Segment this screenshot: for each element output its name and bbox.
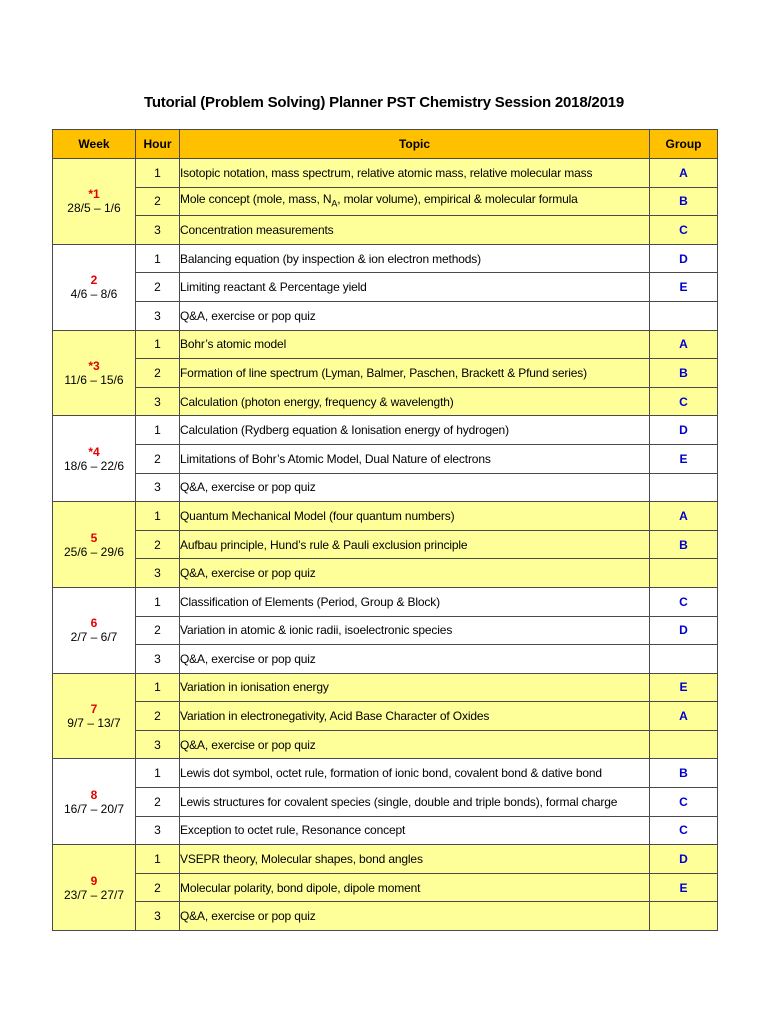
topic-cell: Lewis dot symbol, octet rule, formation of ionic bond, covalent bond & dative bond — [180, 759, 650, 788]
planner-table — [52, 129, 718, 931]
topic-cell: Calculation (photon energy, frequency & wavelength) — [180, 387, 650, 416]
topic-cell: Aufbau principle, Hund’s rule & Pauli exclusion principle — [180, 530, 650, 559]
hour-cell: 3 — [136, 301, 180, 330]
topic-cell: Bohr’s atomic model — [180, 330, 650, 359]
topic-text: , molar volume), empirical & molecular formula — [337, 192, 578, 207]
table-row — [53, 616, 718, 645]
group-cell: B — [650, 759, 718, 788]
hour-cell: 2 — [136, 187, 180, 216]
header-week: Week — [53, 130, 136, 159]
table-row — [53, 416, 718, 445]
group-cell: C — [650, 788, 718, 817]
topic-cell: VSEPR theory, Molecular shapes, bond angles — [180, 845, 650, 874]
hour-cell: 1 — [136, 416, 180, 445]
group-cell — [650, 902, 718, 931]
group-cell — [650, 559, 718, 588]
header-group: Group — [650, 130, 718, 159]
week-dates: 11/6 – 15/6 — [64, 372, 124, 387]
hour-cell: 3 — [136, 902, 180, 931]
topic-cell: Q&A, exercise or pop quiz — [180, 645, 650, 674]
topic-cell: Exception to octet rule, Resonance concept — [180, 816, 650, 845]
topic-cell: Balancing equation (by inspection & ion electron methods) — [180, 244, 650, 273]
table-row — [53, 730, 718, 759]
hour-cell: 2 — [136, 273, 180, 302]
week-number: *1 — [88, 187, 100, 202]
group-cell — [650, 730, 718, 759]
week-cell — [53, 244, 136, 330]
table-row — [53, 788, 718, 817]
table-body — [53, 159, 718, 931]
topic-cell: Classification of Elements (Period, Group & Block) — [180, 587, 650, 616]
topic-cell — [180, 187, 650, 216]
week-number: 2 — [90, 273, 98, 288]
hour-cell: 3 — [136, 216, 180, 245]
week-number: 6 — [90, 616, 98, 631]
week-dates: 4/6 – 8/6 — [70, 287, 118, 302]
group-cell: B — [650, 187, 718, 216]
topic-cell: Limitations of Bohr’s Atomic Model, Dual Nature of electrons — [180, 444, 650, 473]
group-cell — [650, 645, 718, 674]
topic-cell: Variation in electronegativity, Acid Base Character of Oxides — [180, 702, 650, 731]
page-title: Tutorial (Problem Solving) Planner PST Chemistry Session 2018/2019 — [143, 94, 624, 111]
table-row — [53, 645, 718, 674]
week-cell — [53, 673, 136, 759]
group-cell: C — [650, 216, 718, 245]
group-cell: E — [650, 873, 718, 902]
topic-cell: Molecular polarity, bond dipole, dipole moment — [180, 873, 650, 902]
hour-cell: 3 — [136, 473, 180, 502]
table-row — [53, 759, 718, 788]
hour-cell: 3 — [136, 645, 180, 674]
group-cell: E — [650, 673, 718, 702]
group-cell: D — [650, 416, 718, 445]
group-cell: B — [650, 359, 718, 388]
table-row — [53, 359, 718, 388]
week-cell — [53, 502, 136, 588]
week-cell — [53, 759, 136, 845]
hour-cell: 1 — [136, 330, 180, 359]
table-row — [53, 473, 718, 502]
week-dates: 9/7 – 13/7 — [67, 716, 121, 731]
hour-cell: 1 — [136, 845, 180, 874]
header-hour: Hour — [136, 130, 180, 159]
table-row — [53, 530, 718, 559]
week-dates: 2/7 – 6/7 — [70, 630, 118, 645]
topic-cell: Lewis structures for covalent species (single, double and triple bonds), formal charge — [180, 788, 650, 817]
table-header — [53, 130, 718, 159]
table-row — [53, 702, 718, 731]
hour-cell: 1 — [136, 673, 180, 702]
week-dates: 18/6 – 22/6 — [63, 458, 125, 473]
week-cell — [53, 159, 136, 245]
topic-subscript: A — [331, 198, 338, 209]
topic-cell: Variation in ionisation energy — [180, 673, 650, 702]
hour-cell: 2 — [136, 530, 180, 559]
topic-cell: Q&A, exercise or pop quiz — [180, 473, 650, 502]
group-cell: D — [650, 244, 718, 273]
group-cell: D — [650, 616, 718, 645]
topic-cell: Q&A, exercise or pop quiz — [180, 301, 650, 330]
table-row — [53, 444, 718, 473]
week-dates: 28/5 – 1/6 — [67, 201, 121, 216]
topic-cell: Quantum Mechanical Model (four quantum numbers) — [180, 502, 650, 531]
week-number: 8 — [90, 787, 98, 802]
table-row — [53, 244, 718, 273]
group-cell: E — [650, 273, 718, 302]
group-cell: A — [650, 330, 718, 359]
hour-cell: 1 — [136, 244, 180, 273]
week-dates: 16/7 – 20/7 — [63, 801, 125, 816]
hour-cell: 2 — [136, 873, 180, 902]
header-topic: Topic — [180, 130, 650, 159]
topic-cell: Q&A, exercise or pop quiz — [180, 730, 650, 759]
table-row — [53, 816, 718, 845]
hour-cell: 2 — [136, 702, 180, 731]
group-cell: A — [650, 502, 718, 531]
table-row — [53, 502, 718, 531]
topic-cell: Variation in atomic & ionic radii, isoelectronic species — [180, 616, 650, 645]
week-cell — [53, 587, 136, 673]
group-cell: C — [650, 816, 718, 845]
table-row — [53, 273, 718, 302]
topic-cell: Q&A, exercise or pop quiz — [180, 902, 650, 931]
hour-cell: 1 — [136, 587, 180, 616]
topic-cell: Concentration measurements — [180, 216, 650, 245]
group-cell: C — [650, 587, 718, 616]
week-number: 7 — [90, 702, 98, 717]
table-row — [53, 845, 718, 874]
hour-cell: 3 — [136, 387, 180, 416]
week-number: 9 — [90, 873, 98, 888]
hour-cell: 2 — [136, 359, 180, 388]
week-dates: 23/7 – 27/7 — [63, 887, 125, 902]
table-row — [53, 902, 718, 931]
week-cell — [53, 330, 136, 416]
topic-cell: Q&A, exercise or pop quiz — [180, 559, 650, 588]
week-number: 5 — [90, 530, 98, 545]
week-cell — [53, 845, 136, 931]
table-row — [53, 559, 718, 588]
week-number: *3 — [88, 358, 100, 373]
table-row — [53, 301, 718, 330]
group-cell — [650, 301, 718, 330]
table-row — [53, 159, 718, 188]
table-row — [53, 187, 718, 216]
hour-cell: 1 — [136, 159, 180, 188]
group-cell: C — [650, 387, 718, 416]
hour-cell: 3 — [136, 730, 180, 759]
table-row — [53, 873, 718, 902]
group-cell — [650, 473, 718, 502]
topic-text: Mole concept (mole, mass, N — [180, 192, 332, 207]
hour-cell: 3 — [136, 816, 180, 845]
topic-cell: Isotopic notation, mass spectrum, relative atomic mass, relative molecular mass — [180, 159, 650, 188]
hour-cell: 2 — [136, 444, 180, 473]
table-row — [53, 587, 718, 616]
topic-cell: Formation of line spectrum (Lyman, Balmer, Paschen, Brackett & Pfund series) — [180, 359, 650, 388]
table-row — [53, 330, 718, 359]
topic-cell: Limiting reactant & Percentage yield — [180, 273, 650, 302]
hour-cell: 1 — [136, 759, 180, 788]
hour-cell: 2 — [136, 788, 180, 817]
week-dates: 25/6 – 29/6 — [63, 544, 125, 559]
topic-cell: Calculation (Rydberg equation & Ionisation energy of hydrogen) — [180, 416, 650, 445]
group-cell: A — [650, 702, 718, 731]
group-cell: A — [650, 159, 718, 188]
group-cell: D — [650, 845, 718, 874]
group-cell: E — [650, 444, 718, 473]
week-number: *4 — [88, 444, 100, 459]
hour-cell: 1 — [136, 502, 180, 531]
table-row — [53, 216, 718, 245]
table-row — [53, 673, 718, 702]
hour-cell: 3 — [136, 559, 180, 588]
hour-cell: 2 — [136, 616, 180, 645]
group-cell: B — [650, 530, 718, 559]
table-row — [53, 387, 718, 416]
week-cell — [53, 416, 136, 502]
